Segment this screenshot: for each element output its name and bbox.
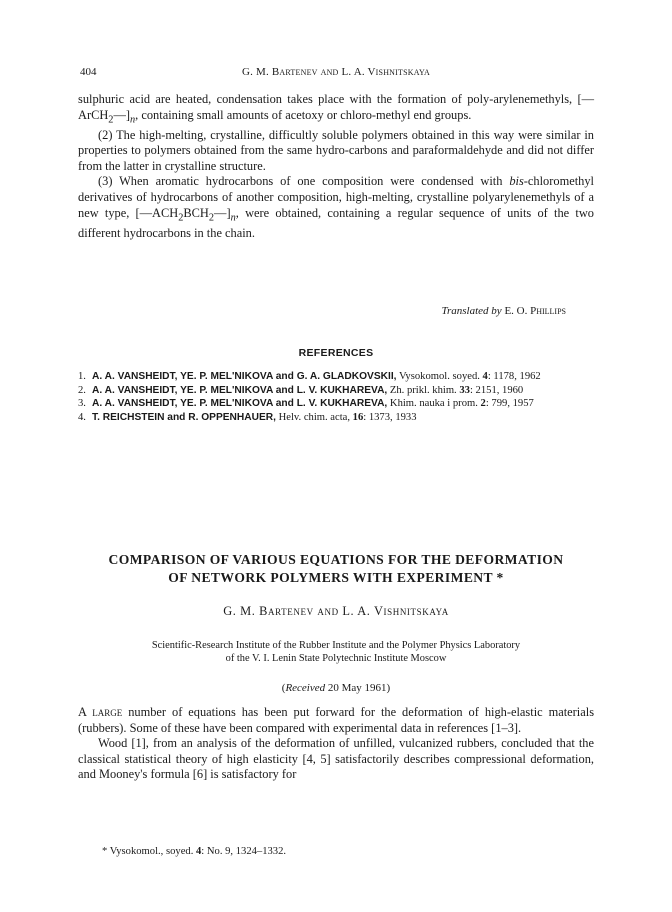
article-authors: G. M. Bartenev and L. A. Vishnitskaya xyxy=(223,604,449,618)
paragraph: (2) The high-melting, crystalline, difficultly soluble polymers obtained in this way were similar in properties to polymers obtained from the same hydro-carbons and paraformaldehyde and did not differ from the latter in crystalline structure. xyxy=(78,127,594,173)
page-number: 404 xyxy=(80,66,97,78)
paragraph: A large number of equations has been put forward for the deformation of high-elastic materials (rubbers). Some of these have been compared with experimental data in references [1–3]. xyxy=(78,705,595,735)
paragraph: Wood [1], from an analysis of the deformation of unfilled, vulcanized rubbers, concluded that the classical statistical theory of high elasticity [4, 5] satisfactorily describes compressional deformation, and Mooney's formula [6] is satisfactory for xyxy=(78,736,594,782)
translator-credit: Translated by E. O. Phillips xyxy=(441,305,566,317)
previous-article-text xyxy=(78,92,594,241)
received-date: (Received 20 May 1961) xyxy=(281,682,391,694)
article-body xyxy=(78,705,594,783)
footnote: * Vysokomol., soyed. 4: No. 9, 1324–1332. xyxy=(102,846,287,857)
running-head xyxy=(78,66,594,82)
references-heading: REFERENCES xyxy=(298,347,374,359)
reference-item: 4. T. REICHSTEIN and R. OPPENHAUER, Helv. chim. acta, 16: 1373, 1933 xyxy=(78,411,417,423)
reference-item: 2. A. A. VANSHEIDT, YE. P. MEL'NIKOVA and L. V. KUKHAREVA, Zh. prikl. khim. 33: 2151, 1960 xyxy=(78,384,524,396)
reference-item: 3. A. A. VANSHEIDT, YE. P. MEL'NIKOVA and L. V. KUKHAREVA, Khim. nauka i prom. 2: 799, 1957 xyxy=(78,398,534,410)
running-head-authors: G. M. Bartenev and L. A. Vishnitskaya xyxy=(241,66,431,78)
paragraph: sulphuric acid are heated, condensation takes place with the formation of poly-arylenemethyls, $[—ArCH_2—]_n$, containing small amounts of acetoxy or chloro-methyl end groups. xyxy=(78,92,594,126)
paragraph: (3) When aromatic hydrocarbons of one composition were condensed with bis-chloromethyl derivatives of hydrocarbons of another composition, high-melting, crystalline polyarylenemethyls of a new type, $[—ACH_2BCH_2—]_n$, were obtained, containing a regular sequence of units of the two different hydrocarbons in the chain. xyxy=(78,174,594,240)
reference-item: 1. A. A. VANSHEIDT, YE. P. MEL'NIKOVA and G. A. GLADKOVSKII, Vysokomol. soyed. 4: 1178, 1962 xyxy=(78,371,541,382)
article-title: COMPARISON OF VARIOUS EQUATIONS FOR THE DEFORMATION OF NETWORK POLYMERS WITH EXPERIMENT * xyxy=(108,552,564,585)
affiliation: Scientific-Research Institute of the Rubber Institute and the Polymer Physics Laboratory of the V. I. Lenin State Polytechnic Institute Moscow xyxy=(151,640,521,664)
references-list xyxy=(78,370,594,424)
